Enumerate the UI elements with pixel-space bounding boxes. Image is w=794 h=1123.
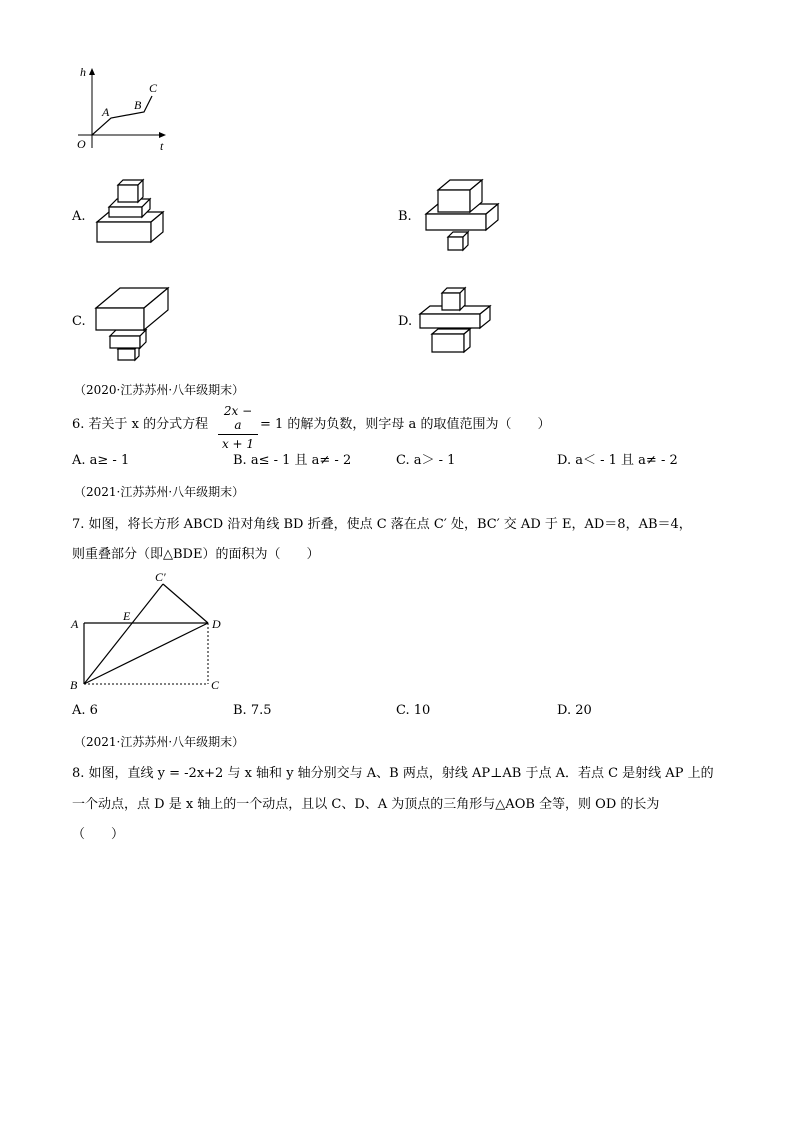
q7-option-c: C. 10 bbox=[396, 703, 431, 718]
q7-option-d: D. 20 bbox=[557, 703, 592, 718]
label-c-prime: C′ bbox=[155, 570, 166, 584]
q6-numerator: 2x − a bbox=[218, 404, 258, 435]
label-d: D bbox=[212, 617, 221, 631]
q6-source: （2020·江苏苏州·八年级期末） bbox=[74, 383, 245, 397]
q7-line-1: 7. 如图，将长方形 ABCD 沿对角线 BD 折叠，使点 C 落在点 C′ 处，BC′ 交 AD 于 E，AD＝8，AB＝4， bbox=[72, 517, 692, 532]
q7-option-b: B. 7.5 bbox=[233, 703, 272, 718]
q6-text-before: 6. 若关于 x 的分式方程 bbox=[72, 417, 209, 432]
label-t: t bbox=[160, 139, 164, 153]
option-a-figure bbox=[95, 172, 175, 252]
label-c: C bbox=[149, 81, 158, 95]
q7-figure bbox=[66, 570, 236, 695]
edge-c-prime-d bbox=[163, 584, 208, 623]
option-b-figure bbox=[422, 172, 502, 252]
label-o: O bbox=[77, 137, 86, 151]
q6-denominator: x + 1 bbox=[221, 437, 255, 451]
diagonal-bd bbox=[84, 623, 208, 684]
option-d-label: D. bbox=[398, 314, 413, 329]
q6-option-b: B. a≤ - 1 且 a≠ - 2 bbox=[233, 453, 352, 468]
q8-line-2: 一个动点，点 D 是 x 轴上的一个动点，且以 C、D、A 为顶点的三角形与△AOB 全等，则 OD 的长为 bbox=[72, 797, 660, 812]
option-c-figure bbox=[94, 282, 174, 362]
option-b-label: B. bbox=[398, 209, 412, 224]
x-arrow-icon bbox=[159, 132, 166, 138]
label-a: A bbox=[71, 617, 79, 631]
option-c-label: C. bbox=[72, 314, 86, 329]
q8-line-1: 8. 如图，直线 y = -2x+2 与 x 轴和 y 轴分别交与 A、B 两点，射线 AP⊥AB 于点 A．若点 C 是射线 AP 上的 bbox=[72, 766, 714, 781]
y-arrow-icon bbox=[89, 68, 95, 75]
q8-source: （2021·江苏苏州·八年级期末） bbox=[74, 735, 245, 749]
option-d-figure bbox=[418, 284, 498, 364]
label-c: C bbox=[211, 678, 220, 692]
q7-source: （2021·江苏苏州·八年级期末） bbox=[74, 485, 245, 499]
label-e: E bbox=[123, 609, 131, 623]
edge-bc-prime bbox=[84, 584, 163, 684]
label-b: B bbox=[70, 678, 78, 692]
label-h: h bbox=[80, 65, 86, 79]
q8-line-3: （ ） bbox=[72, 827, 125, 842]
q6-option-d: D. a＜ - 1 且 a≠ - 2 bbox=[557, 453, 678, 468]
option-a-label: A. bbox=[72, 209, 86, 224]
graph-line bbox=[92, 96, 152, 135]
ht-graph bbox=[68, 60, 178, 160]
q6-fraction bbox=[218, 404, 258, 451]
label-b: B bbox=[134, 98, 142, 112]
q7-line-2: 则重叠部分（即△BDE）的面积为（ ） bbox=[72, 547, 320, 562]
q7-option-a: A. 6 bbox=[72, 703, 98, 718]
q6-text-after: = 1 的解为负数，则字母 a 的取值范围为（ ） bbox=[260, 417, 551, 432]
q6-option-a: A. a≥ - 1 bbox=[72, 453, 130, 468]
label-a: A bbox=[102, 105, 110, 119]
q6-option-c: C. a＞ - 1 bbox=[396, 453, 456, 468]
